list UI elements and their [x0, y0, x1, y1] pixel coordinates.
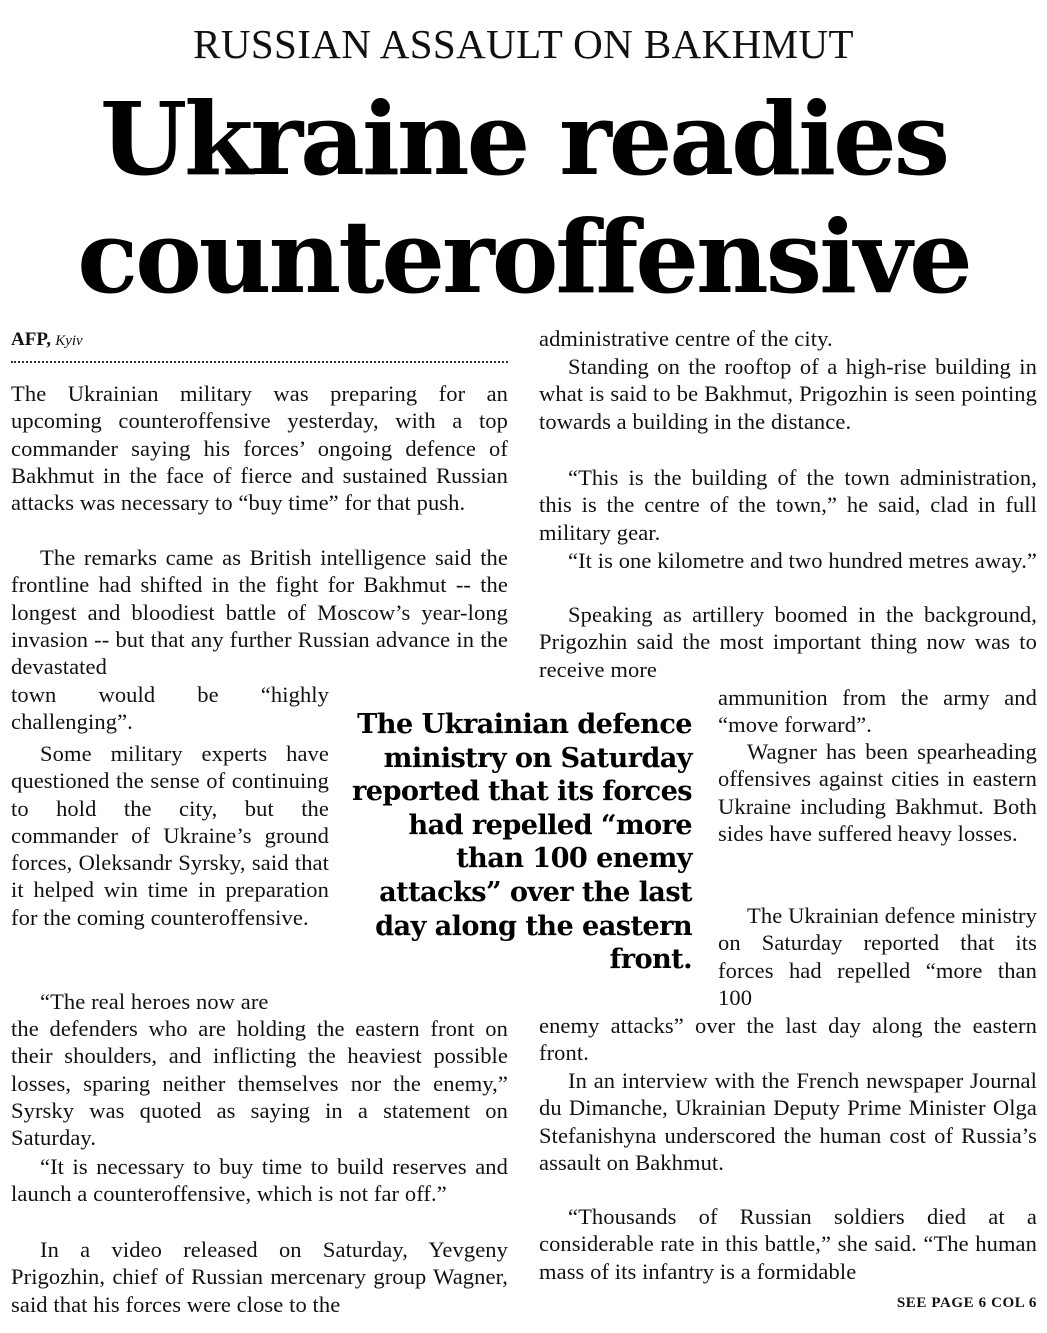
- pull-quote: The Ukrainian defence ministry on Saturday reported that its forces had repelled “more than 100 enemy attacks” over the last day along the eastern front.: [352, 708, 692, 976]
- left-paragraph-6: In a video released on Saturday, Yevgeny Prigozhin, chief of Russian mercenary group Wagner, said that his forces were close to the: [11, 1237, 508, 1317]
- left-paragraph-3: Some military experts have questioned the sense of continuing to hold the city, but the commander of Ukraine’s ground forces, Oleksandr Syrsky, said that it helped win time in preparation for the coming counteroffensive.: [11, 741, 329, 930]
- byline-location: Kyiv: [55, 333, 83, 349]
- jump-line: SEE PAGE 6 COL 6: [896, 1295, 1037, 1311]
- dotted-rule: [11, 361, 508, 363]
- right-paragraph-1: administrative centre of the city.: [539, 326, 833, 351]
- left-paragraph-5: “It is necessary to buy time to build reserves and launch a counteroffensive, which is not far off.”: [11, 1154, 508, 1207]
- headline-line-2: counteroffensive: [77, 198, 970, 316]
- left-paragraph-1: The Ukrainian military was preparing for an upcoming counteroffensive yesterday, with a top commander saying his forces’ ongoing defence of Bakhmut in the face of fierce and sustained Russian attacks was necessary to “buy time” for that push.: [11, 381, 508, 516]
- right-paragraph-7: The Ukrainian defence ministry on Saturday reported that its forces had repelled “more than 100: [718, 903, 1037, 1010]
- right-paragraph-8: In an interview with the French newspaper Journal du Dimanche, Ukrainian Deputy Prime Minister Olga Stefanishyna underscored the human cost of Russia’s assault on Bakhmut.: [539, 1068, 1037, 1175]
- right-paragraph-4: “It is one kilometre and two hundred metres away.”: [568, 548, 1038, 573]
- headline-line-1: Ukraine readies: [99, 80, 948, 198]
- kicker: RUSSIAN ASSAULT ON BAKHMUT: [193, 21, 854, 67]
- right-paragraph-5-cont: ammunition from the army and “move forward”.: [718, 685, 1037, 738]
- byline-agency: AFP,: [11, 329, 51, 350]
- left-paragraph-2: The remarks came as British intelligence said the frontline had shifted in the fight for Bakhmut -- the longest and bloodiest battle of Moscow’s year-long invasion -- but that any further Russian advance in the devastated: [11, 545, 508, 680]
- left-paragraph-4-cont: the defenders who are holding the eastern front on their shoulders, and inflicting the heaviest possible losses, sparing neither themselves nor the enemy,” Syrsky was quoted as saying in a statement on Saturday.: [11, 1016, 508, 1151]
- left-paragraph-2-cont: town would be “highly challenging”.: [11, 682, 329, 735]
- left-paragraph-4: “The real heroes now are: [40, 989, 269, 1014]
- right-paragraph-9: “Thousands of Russian soldiers died at a considerable rate in this battle,” she said. “The human mass of its infantry is a formidable: [539, 1204, 1037, 1284]
- byline: [11, 328, 83, 353]
- right-paragraph-7-cont: enemy attacks” over the last day along the eastern front.: [539, 1013, 1037, 1066]
- right-paragraph-3: “This is the building of the town administration, this is the centre of the town,” he said, clad in full military gear.: [539, 465, 1037, 545]
- right-paragraph-5: Speaking as artillery boomed in the background, Prigozhin said the most important thing now was to receive more: [539, 602, 1037, 682]
- right-paragraph-6: Wagner has been spearheading offensives against cities in eastern Ukraine including Bakhmut. Both sides have suffered heavy losses.: [718, 739, 1037, 846]
- right-paragraph-2: Standing on the rooftop of a high-rise building in what is said to be Bakhmut, Prigozhin is seen pointing towards a building in the distance.: [539, 354, 1037, 434]
